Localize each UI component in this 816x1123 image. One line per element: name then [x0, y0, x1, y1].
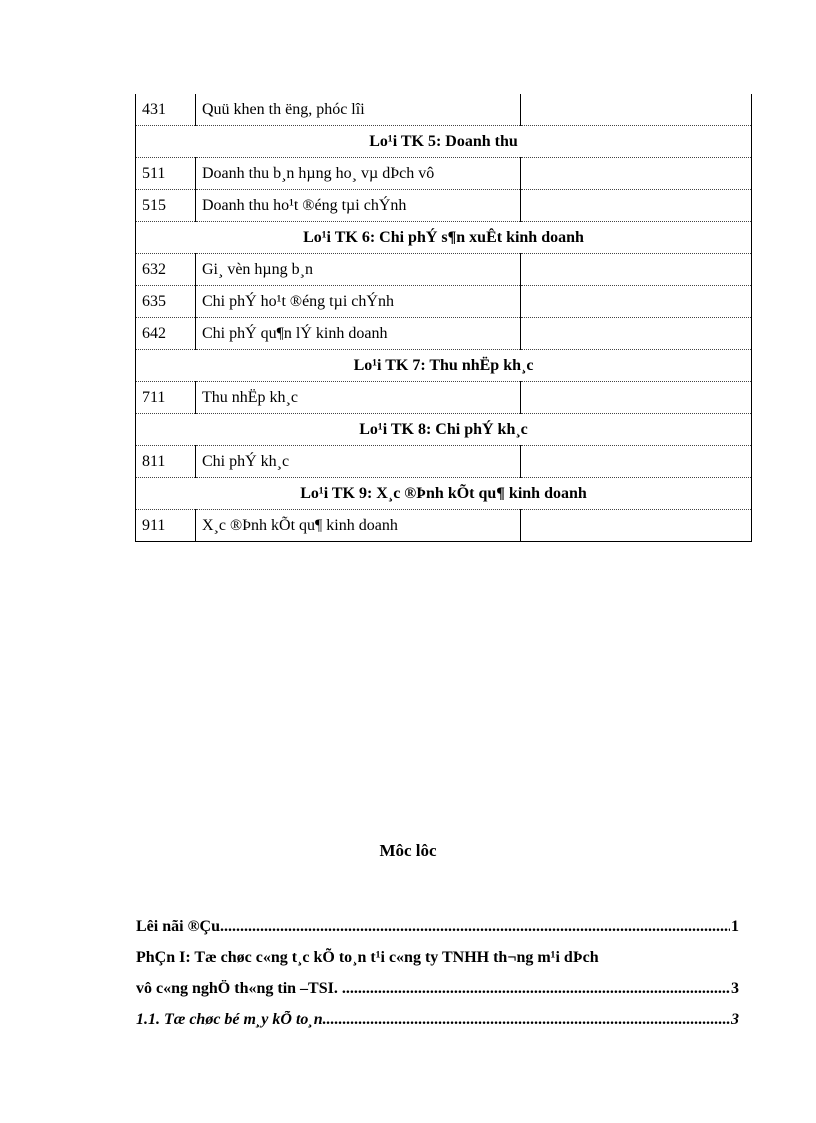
account-group-row [136, 350, 752, 382]
account-group-row [136, 222, 752, 254]
table-row [136, 382, 752, 414]
table-of-contents [136, 905, 739, 1029]
account-note-cell [521, 286, 752, 318]
toc-entry[interactable] [136, 967, 739, 998]
toc-entry[interactable] [136, 936, 739, 967]
toc-page-number: 3 [731, 1011, 739, 1028]
table-row [136, 446, 752, 478]
account-group-title: Lo¹i TK 8: Chi phÝ kh¸c [136, 414, 752, 446]
table-row [136, 318, 752, 350]
table-row [136, 254, 752, 286]
toc-entry-text: vô c«ng nghÖ th«ng tin –TSI. [136, 980, 342, 997]
account-note-cell [521, 318, 752, 350]
toc-entry-text: Lêi nãi ®Çu [136, 918, 220, 935]
account-code: 811 [136, 446, 196, 478]
account-note-cell [521, 510, 752, 542]
toc-entry[interactable] [136, 905, 739, 936]
toc-page-number: 3 [731, 980, 739, 997]
account-name: Chi phÝ kh¸c [196, 446, 521, 478]
account-name: Gi¸ vèn hµng b¸n [196, 254, 521, 286]
account-note-cell [521, 254, 752, 286]
account-code: 635 [136, 286, 196, 318]
table-row [136, 158, 752, 190]
account-name: Thu nhËp kh¸c [196, 382, 521, 414]
account-note-cell [521, 158, 752, 190]
account-name: Chi phÝ ho¹t ®éng tµi chÝnh [196, 286, 521, 318]
toc-dot-leader [136, 1011, 730, 1029]
account-code: 642 [136, 318, 196, 350]
account-group-row [136, 478, 752, 510]
account-name: Chi phÝ qu¶n lÝ kinh doanh [196, 318, 521, 350]
account-name: Quü khen th ëng, phóc lîi [196, 94, 521, 126]
account-group-title: Lo¹i TK 9: X¸c ®Þnh kÕt qu¶ kinh doanh [136, 478, 752, 510]
account-group-row [136, 414, 752, 446]
toc-dot-leader [136, 918, 730, 936]
account-code: 431 [136, 94, 196, 126]
toc-dot-leader [136, 980, 730, 998]
account-name: Doanh thu b¸n hµng ho¸ vµ dÞch vô [196, 158, 521, 190]
toc-entry-text: 1.1. Tæ chøc bé m¸y kÕ to¸n [136, 1011, 323, 1028]
chart-of-accounts-table [135, 94, 752, 542]
table-row [136, 190, 752, 222]
toc-entry[interactable] [136, 998, 739, 1029]
account-note-cell [521, 190, 752, 222]
account-group-title: Lo¹i TK 5: Doanh thu [136, 126, 752, 158]
account-code: 515 [136, 190, 196, 222]
toc-title: Môc lôc [379, 841, 437, 860]
account-note-cell [521, 382, 752, 414]
account-code: 632 [136, 254, 196, 286]
account-code: 511 [136, 158, 196, 190]
table-row [136, 94, 752, 126]
account-note-cell [521, 446, 752, 478]
table-row [136, 510, 752, 542]
account-name: X¸c ®Þnh kÕt qu¶ kinh doanh [196, 510, 521, 542]
table-row [136, 286, 752, 318]
toc-page-number: 1 [731, 918, 739, 935]
account-group-title: Lo¹i TK 6: Chi phÝ s¶n xuÊt kinh doanh [136, 222, 752, 254]
account-code: 711 [136, 382, 196, 414]
account-group-row [136, 126, 752, 158]
toc-entry-text: PhÇn I: Tæ chøc c«ng t¸c kÕ to¸n t¹i c«ng ty TNHH th¬ng m¹i dÞch [136, 949, 599, 966]
account-group-title: Lo¹i TK 7: Thu nhËp kh¸c [136, 350, 752, 382]
account-name: Doanh thu ho¹t ®éng tµi chÝnh [196, 190, 521, 222]
account-code: 911 [136, 510, 196, 542]
account-note-cell [521, 94, 752, 126]
